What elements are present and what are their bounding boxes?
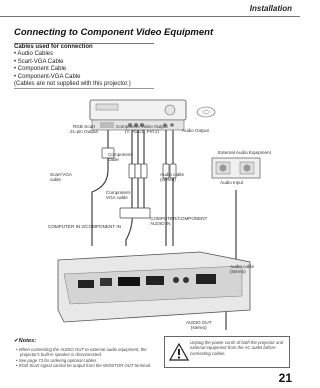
label-audio-out: AUDIO OUT (stereo) [186,320,212,331]
notes-list [16,347,154,368]
note-item: • When connecting the AUDIO OUT to external audio equipment, the projector's built-in speaker is disconnected. [16,347,147,358]
cable-item-component-vga: • Component-VGA Cable [14,73,81,80]
external-audio-icon [212,158,260,178]
cables-heading: Cables used for connection [14,44,93,50]
cable-item-audio: • Audio Cables [14,51,54,58]
label-computer-audio-in: COMPUTER/COMPONENT AUDIO IN [150,216,208,227]
label-scart-vga-cable: Scart-VGA cable [50,172,72,183]
projector-icon [58,252,250,322]
label-audio-output: Audio Output [182,128,209,133]
warning-icon [169,343,189,361]
label-computer-in: COMPUTER IN 2/COMPONENT IN [48,224,121,229]
cables-note: (Cables are not supplied with this projector.) [14,81,131,88]
cables-bottom-rule [14,88,154,89]
label-component-cable: Component cable [108,152,132,163]
notes-title: ✔Notes: [14,338,37,344]
page-title: Connecting to Component Video Equipment [14,27,214,38]
label-audio-input: Audio Input [220,180,244,185]
cable-item-component: • Component Cable [14,66,67,73]
label-audio-cable: Audio cable (stereo) [160,172,185,183]
label-rgb-scart-text: RGB Scart 21-pin Output [70,124,98,135]
note-item: • See page 73 for ordering optional cables. [16,357,98,363]
label-component-vga-cable: Component- VGA cable [106,190,132,201]
label-external-audio: External Audio Equipment [218,150,271,155]
label-component-output-text: Component Video Output (Y, Pb/Cb, Pr/Cr) [116,124,168,135]
page-number: 21 [278,371,292,385]
section-title: Installation [249,4,292,13]
label-component-output [116,124,168,135]
note-item: • RGB Scart signal cannot be output from the MONITOR OUT terminal. [16,362,152,368]
cables-list [14,44,154,88]
disc-icon [197,107,215,117]
label-audio-cable-2: Audio cable (stereo) [230,264,255,275]
cable-item-scart-vga: • Scart-VGA Cable [14,58,64,65]
header-rule [0,16,300,17]
caution-text: Unplug the power cords of both the projector and external equipment from the AC outlet before connecting cables. [190,340,284,356]
label-rgb-scart [70,124,98,135]
